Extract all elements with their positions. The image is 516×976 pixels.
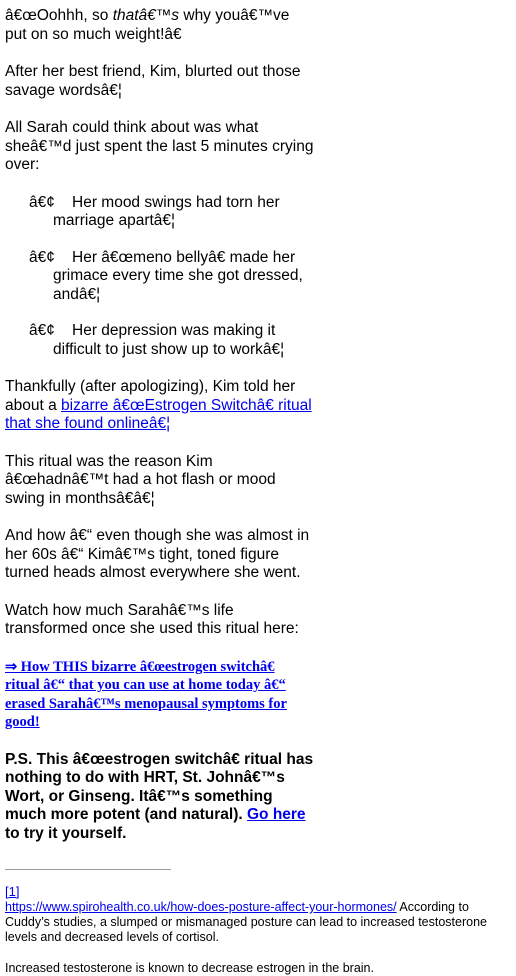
paragraph-watch-transform: Watch how much Sarahâ€™s life transformed once she used this ritual here: (5, 601, 299, 637)
paragraph-kim-tip-text: Thankfully (after apologizing), Kim told her about a (5, 378, 296, 414)
paragraph-kim-tip (5, 378, 315, 434)
intro-quote-start: â€œOohhh, so (5, 7, 113, 24)
bullet-mark: â€¢ (29, 322, 55, 339)
paragraph-sarah-thoughts: All Sarah could think about was what sheâ€™d just spent the last 5 minutes crying over: (5, 119, 314, 173)
postscript (5, 751, 315, 844)
intro-quote (5, 7, 315, 44)
footnote-ref-link[interactable]: [1] (5, 884, 20, 899)
paragraph-savage-words: After her best friend, Kim, blurted out those savage wordsâ€¦ (5, 63, 301, 99)
bullet-mark: â€¢ (29, 248, 55, 266)
estrogen-switch-link[interactable]: bizarre â€œEstrogen Switchâ€ ritual that she found onlineâ€¦ (5, 396, 312, 432)
footnote-divider (5, 869, 171, 870)
list-item (29, 194, 315, 231)
bullet-mark: â€¢ (29, 193, 55, 211)
footnote-url-link[interactable]: https://www.spirohealth.co.uk/how-does-posture-affect-your-hormones/ (5, 900, 397, 914)
final-note: Increased testosterone is known to decrease estrogen in the brain. (5, 961, 374, 975)
bullet-text: Her â€œmeno bellyâ€ made her grimace every time she got dressed, andâ€¦ (53, 248, 303, 303)
postscript-text: P.S. This â€œestrogen switchâ€ ritual has nothing to do with HRT, St. Johnâ€™s Wort, or Ginseng. Itâ€™s something much more potent (and natural). (5, 750, 314, 823)
paragraph-ritual-reason: This ritual was the reason Kim â€œhadnâ€™t had a hot flash or mood swing in monthsâ€â€¦ (5, 452, 276, 507)
footnote-text: According to Cuddy’s studies, a slumped or mismanaged posture can lead to increased testosterone levels and decreased levels of cortisol. (5, 900, 487, 944)
list-item (29, 322, 315, 359)
list-item (29, 249, 315, 305)
intro-quote-end: why youâ€™ve put on so much weight!â€ (5, 7, 290, 43)
symptom-list (5, 194, 516, 360)
intro-quote-emphasis: thatâ€™s (112, 7, 180, 24)
footnote (5, 884, 513, 945)
cta-link[interactable]: ⇒ How THIS bizarre â€œestrogen switchâ€ ritual â€“ that you can use at home today â€“ erased Sarahâ€™s menopausal symptoms for good! (5, 658, 287, 730)
bullet-text: Her mood swings had torn her marriage apartâ€¦ (53, 193, 280, 229)
paragraph-kim-figure: And how â€“ even though she was almost in her 60s â€“ Kimâ€™s tight, toned figure turned heads almost everywhere she went. (5, 527, 310, 581)
bullet-text: Her depression was making it difficult to just show up to workâ€¦ (53, 322, 285, 358)
postscript-end: to try it yourself. (5, 824, 127, 842)
go-here-link[interactable]: Go here (246, 806, 306, 823)
